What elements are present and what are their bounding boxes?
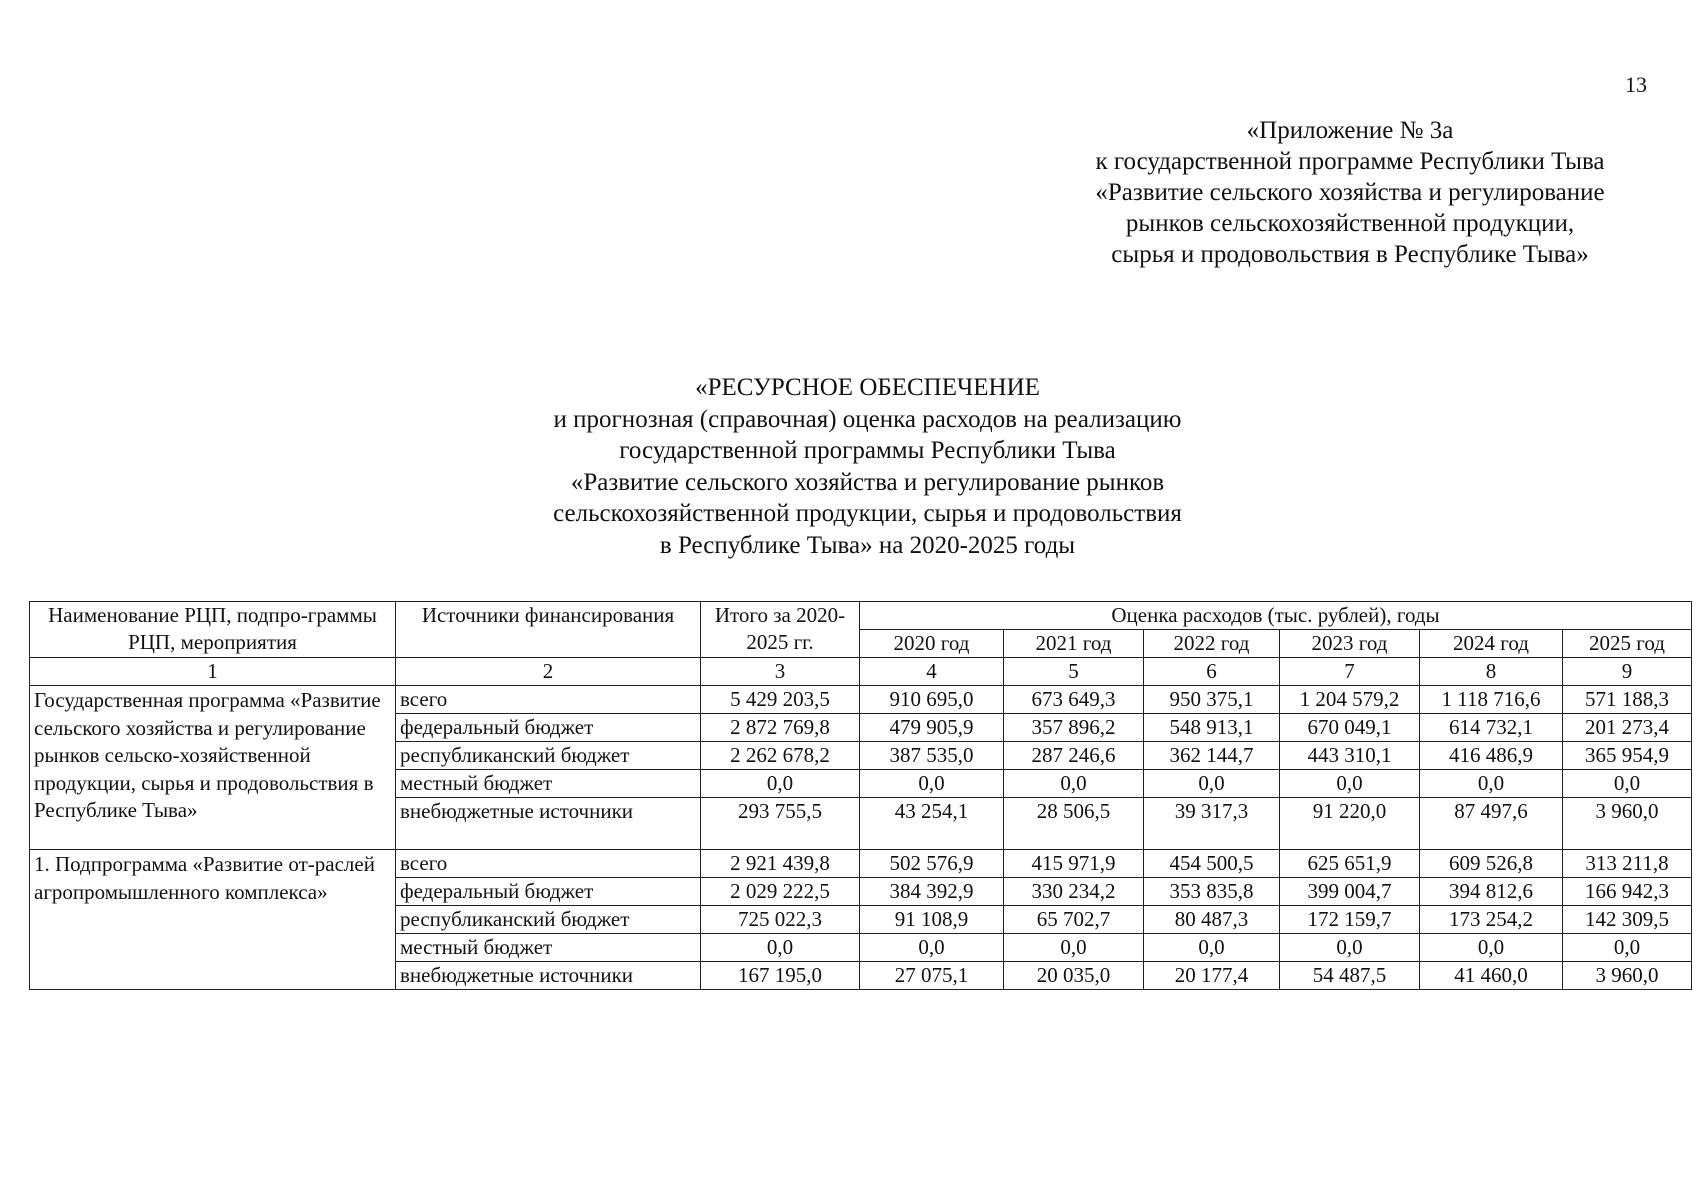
- column-number: 8: [1420, 658, 1563, 686]
- year-value-cell: 416 486,9: [1420, 742, 1563, 770]
- year-value-cell: 479 905,9: [860, 714, 1004, 742]
- title-line: в Республике Тыва» на 2020-2025 годы: [659, 531, 1076, 559]
- year-value-cell: 353 835,8: [1144, 878, 1280, 906]
- funding-source-cell: республиканский бюджет: [396, 906, 701, 934]
- column-number: 6: [1144, 658, 1280, 686]
- column-number: 9: [1563, 658, 1692, 686]
- year-value-cell: 571 188,3: [1563, 686, 1692, 714]
- column-number: 7: [1280, 658, 1420, 686]
- year-value-cell: 548 913,1: [1144, 714, 1280, 742]
- funding-source-cell: местный бюджет: [396, 934, 701, 962]
- total-cell: 2 921 439,8: [701, 850, 860, 878]
- funding-source-cell: республиканский бюджет: [396, 742, 701, 770]
- year-value-cell: 28 506,5: [1004, 798, 1144, 850]
- year-value-cell: 0,0: [860, 934, 1004, 962]
- total-cell: 2 029 222,5: [701, 878, 860, 906]
- funding-source-cell: внебюджетные источники: [396, 798, 701, 850]
- header-year: 2025 год: [1563, 630, 1692, 658]
- funding-source-cell: внебюджетные источники: [396, 962, 701, 990]
- year-value-cell: 0,0: [1563, 770, 1692, 798]
- appendix-line: «Приложение № 3а: [1246, 117, 1454, 144]
- year-value-cell: 0,0: [1563, 934, 1692, 962]
- year-value-cell: 201 273,4: [1563, 714, 1692, 742]
- total-cell: 0,0: [701, 934, 860, 962]
- year-value-cell: 80 487,3: [1144, 906, 1280, 934]
- column-number: 5: [1004, 658, 1144, 686]
- appendix-line: рынков сельскохозяйственной продукции,: [1125, 210, 1575, 237]
- year-value-cell: 3 960,0: [1563, 798, 1692, 850]
- header-year: 2021 год: [1004, 630, 1144, 658]
- program-name-cell: 1. Подпрограмма «Развитие от-раслей агропромышленного комплекса»: [30, 850, 396, 990]
- total-cell: 2 872 769,8: [701, 714, 860, 742]
- year-value-cell: 415 971,9: [1004, 850, 1144, 878]
- appendix-line: «Развитие сельского хозяйства и регулирование: [1095, 179, 1605, 206]
- total-cell: 2 262 678,2: [701, 742, 860, 770]
- year-value-cell: 91 220,0: [1280, 798, 1420, 850]
- year-value-cell: 362 144,7: [1144, 742, 1280, 770]
- year-value-cell: 313 211,8: [1563, 850, 1692, 878]
- appendix-line: к государственной программе Республики Тыва: [1095, 148, 1605, 175]
- year-value-cell: 614 732,1: [1420, 714, 1563, 742]
- year-value-cell: 365 954,9: [1563, 742, 1692, 770]
- year-value-cell: 357 896,2: [1004, 714, 1144, 742]
- page-number: 13: [1625, 72, 1647, 97]
- year-value-cell: 0,0: [1420, 934, 1563, 962]
- year-value-cell: 3 960,0: [1563, 962, 1692, 990]
- year-value-cell: 670 049,1: [1280, 714, 1420, 742]
- year-value-cell: 172 159,7: [1280, 906, 1420, 934]
- year-value-cell: 27 075,1: [860, 962, 1004, 990]
- year-value-cell: 1 204 579,2: [1280, 686, 1420, 714]
- funding-source-cell: всего: [396, 686, 701, 714]
- year-value-cell: 0,0: [1004, 770, 1144, 798]
- year-value-cell: 87 497,6: [1420, 798, 1563, 850]
- header-year: 2022 год: [1144, 630, 1280, 658]
- funding-source-cell: федеральный бюджет: [396, 878, 701, 906]
- year-value-cell: 330 234,2: [1004, 878, 1144, 906]
- funding-source-cell: местный бюджет: [396, 770, 701, 798]
- total-cell: 167 195,0: [701, 962, 860, 990]
- year-value-cell: 173 254,2: [1420, 906, 1563, 934]
- year-value-cell: 0,0: [860, 770, 1004, 798]
- year-value-cell: 0,0: [1144, 770, 1280, 798]
- title-line: и прогнозная (справочная) оценка расходов на реализацию: [553, 405, 1182, 433]
- budget-table: [29, 601, 1692, 990]
- year-value-cell: 142 309,5: [1563, 906, 1692, 934]
- column-number: 1: [30, 658, 396, 686]
- table-row: [30, 686, 1692, 714]
- year-value-cell: 387 535,0: [860, 742, 1004, 770]
- year-value-cell: 43 254,1: [860, 798, 1004, 850]
- appendix-header: [1020, 115, 1680, 270]
- year-value-cell: 0,0: [1280, 770, 1420, 798]
- year-value-cell: 454 500,5: [1144, 850, 1280, 878]
- total-cell: 293 755,5: [701, 798, 860, 850]
- header-source: Источники финансирования: [396, 602, 701, 658]
- header-estimate: Оценка расходов (тыс. рублей), годы: [860, 602, 1692, 630]
- total-cell: 0,0: [701, 770, 860, 798]
- year-value-cell: 394 812,6: [1420, 878, 1563, 906]
- year-value-cell: 0,0: [1420, 770, 1563, 798]
- year-value-cell: 20 035,0: [1004, 962, 1144, 990]
- year-value-cell: 950 375,1: [1144, 686, 1280, 714]
- header-total: Итого за 2020-2025 гг.: [701, 602, 860, 658]
- year-value-cell: 443 310,1: [1280, 742, 1420, 770]
- year-value-cell: 673 649,3: [1004, 686, 1144, 714]
- year-value-cell: 0,0: [1004, 934, 1144, 962]
- column-number: 2: [396, 658, 701, 686]
- header-year: 2020 год: [860, 630, 1004, 658]
- funding-source-cell: всего: [396, 850, 701, 878]
- title-line: «РЕСУРСНОЕ ОБЕСПЕЧЕНИЕ: [695, 374, 1040, 401]
- column-number-row: [30, 658, 1692, 686]
- document-title: [440, 372, 1295, 561]
- table-row: [30, 850, 1692, 878]
- title-line: «Развитие сельского хозяйства и регулирование рынков: [570, 468, 1165, 496]
- header-year: 2023 год: [1280, 630, 1420, 658]
- year-value-cell: 609 526,8: [1420, 850, 1563, 878]
- year-value-cell: 625 651,9: [1280, 850, 1420, 878]
- appendix-line: сырья и продовольствия в Республике Тыва»: [1111, 241, 1589, 268]
- funding-source-cell: федеральный бюджет: [396, 714, 701, 742]
- table-header: [30, 602, 1692, 658]
- title-line: сельскохозяйственной продукции, сырья и продовольствия: [553, 500, 1182, 527]
- column-number: 4: [860, 658, 1004, 686]
- header-name: Наименование РЦП, подпро-граммы РЦП, мероприятия: [30, 602, 396, 658]
- year-value-cell: 502 576,9: [860, 850, 1004, 878]
- year-value-cell: 41 460,0: [1420, 962, 1563, 990]
- year-value-cell: 91 108,9: [860, 906, 1004, 934]
- year-value-cell: 65 702,7: [1004, 906, 1144, 934]
- year-value-cell: 1 118 716,6: [1420, 686, 1563, 714]
- year-value-cell: 39 317,3: [1144, 798, 1280, 850]
- year-value-cell: 384 392,9: [860, 878, 1004, 906]
- column-number: 3: [701, 658, 860, 686]
- header-year: 2024 год: [1420, 630, 1563, 658]
- year-value-cell: 20 177,4: [1144, 962, 1280, 990]
- total-cell: 725 022,3: [701, 906, 860, 934]
- year-value-cell: 287 246,6: [1004, 742, 1144, 770]
- year-value-cell: 166 942,3: [1563, 878, 1692, 906]
- title-line: государственной программы Республики Тыва: [619, 437, 1116, 464]
- year-value-cell: 910 695,0: [860, 686, 1004, 714]
- year-value-cell: 0,0: [1280, 934, 1420, 962]
- year-value-cell: 54 487,5: [1280, 962, 1420, 990]
- program-name-cell: Государственная программа «Развитие сельского хозяйства и регулирование рынков сельско-хозяйственной продукции, сырья и продовольствия в Республике Тыва»: [30, 686, 396, 850]
- table-body: [30, 658, 1692, 990]
- year-value-cell: 0,0: [1144, 934, 1280, 962]
- total-cell: 5 429 203,5: [701, 686, 860, 714]
- year-value-cell: 399 004,7: [1280, 878, 1420, 906]
